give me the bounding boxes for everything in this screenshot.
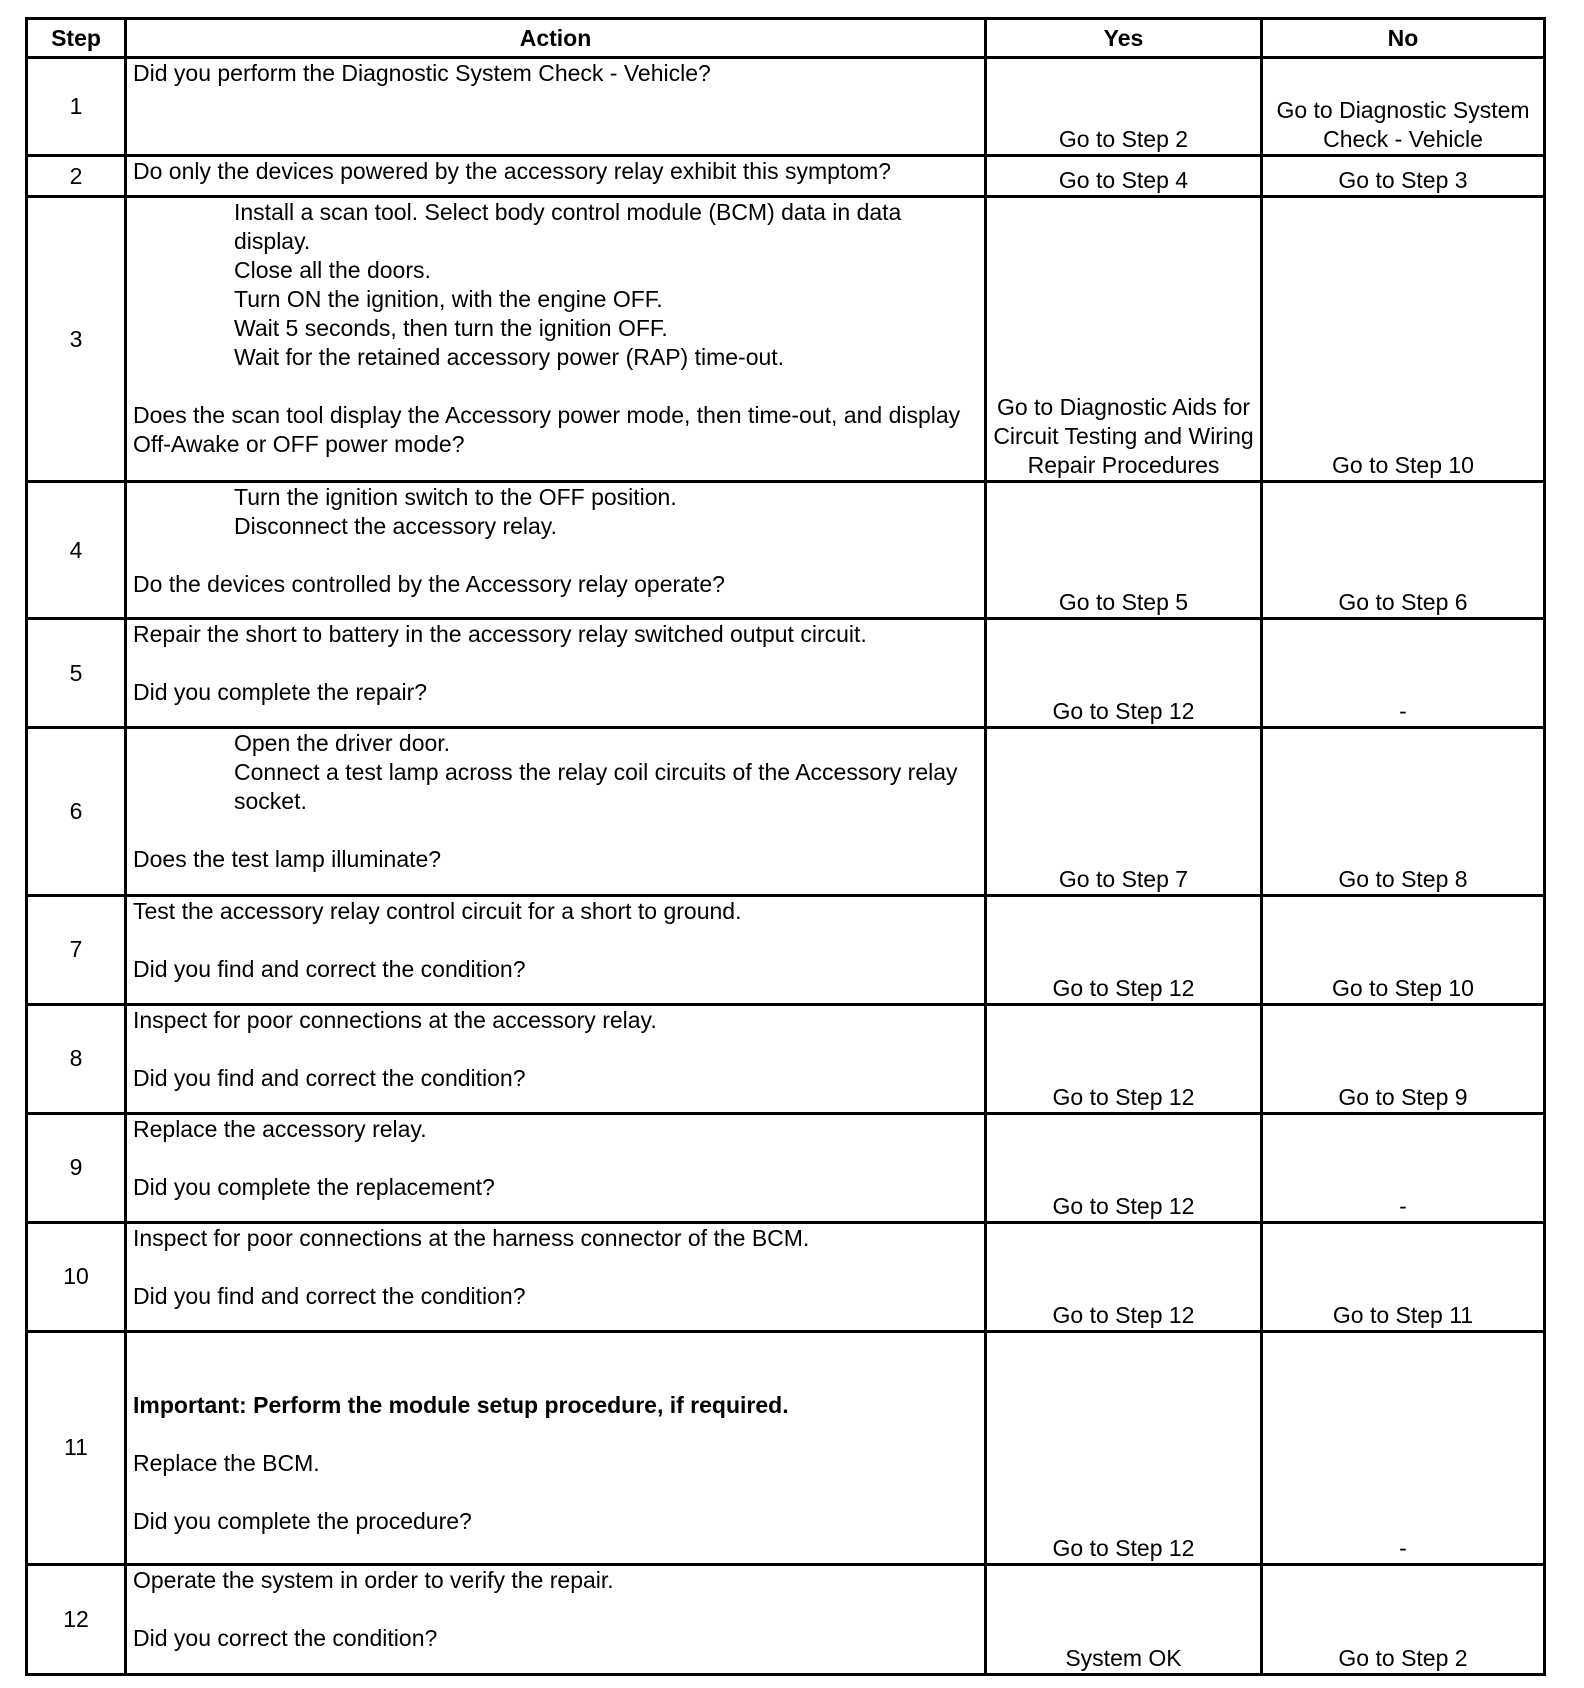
action-line xyxy=(133,1595,978,1624)
step-number: 1 xyxy=(27,58,126,156)
action-line: Did you correct the condition? xyxy=(133,1624,438,1651)
yes-result: Go to Step 12 xyxy=(986,1222,1262,1331)
action-cell xyxy=(126,1113,986,1222)
step-number: 10 xyxy=(27,1222,126,1331)
action-line: Close all the doors. xyxy=(234,257,431,284)
action-line: Replace the accessory relay. xyxy=(133,1115,427,1142)
header-yes: Yes xyxy=(986,19,1262,58)
step-number: 9 xyxy=(27,1113,126,1222)
table-row xyxy=(27,1222,1545,1331)
table-row xyxy=(27,197,1545,482)
header-step: Step xyxy=(27,19,126,58)
table-row xyxy=(27,1564,1545,1674)
action-line xyxy=(133,1362,978,1391)
step-number: 5 xyxy=(27,619,126,728)
action-cell xyxy=(126,156,986,197)
action-line xyxy=(133,926,978,955)
action-line: Open the driver door. xyxy=(234,730,451,757)
action-line: Does the scan tool display the Accessory power mode, then time-out, and display Off-Awake or OFF power mode? xyxy=(133,402,967,458)
action-line: Replace the BCM. xyxy=(133,1449,320,1476)
action-cell xyxy=(126,1222,986,1331)
action-line: Do only the devices powered by the accessory relay exhibit this symptom? xyxy=(133,158,892,185)
action-line: Turn ON the ignition, with the engine OFF. xyxy=(234,286,663,313)
action-cell xyxy=(126,1564,986,1674)
table-row xyxy=(27,728,1545,895)
step-number: 8 xyxy=(27,1004,126,1113)
no-result: - xyxy=(1262,1113,1545,1222)
step-number: 7 xyxy=(27,895,126,1004)
no-result: Go to Diagnostic System Check - Vehicle xyxy=(1262,58,1545,156)
action-cell xyxy=(126,1004,986,1113)
action-line xyxy=(133,649,978,678)
step-number: 4 xyxy=(27,482,126,619)
yes-result: Go to Step 12 xyxy=(986,1004,1262,1113)
action-line: Did you complete the repair? xyxy=(133,679,428,706)
step-number: 3 xyxy=(27,197,126,482)
yes-result: Go to Step 12 xyxy=(986,895,1262,1004)
yes-result: System OK xyxy=(986,1564,1262,1674)
yes-result: Go to Step 4 xyxy=(986,156,1262,197)
table-row xyxy=(27,1113,1545,1222)
action-line xyxy=(133,541,978,570)
header-no: No xyxy=(1262,19,1545,58)
diagnostic-table xyxy=(25,17,1546,1676)
no-result: Go to Step 11 xyxy=(1262,1222,1545,1331)
no-result: Go to Step 3 xyxy=(1262,156,1545,197)
table-row xyxy=(27,1331,1545,1564)
action-line: Did you complete the replacement? xyxy=(133,1173,495,1200)
action-line: Operate the system in order to verify the repair. xyxy=(133,1566,614,1593)
yes-result: Go to Step 5 xyxy=(986,482,1262,619)
yes-result: Go to Step 2 xyxy=(986,58,1262,156)
action-line: Connect a test lamp across the relay coil circuits of the Accessory relay socket. xyxy=(234,759,964,815)
step-number: 6 xyxy=(27,728,126,895)
important-note: Important: Perform the module setup procedure, if required. xyxy=(133,1391,789,1418)
action-line: Wait 5 seconds, then turn the ignition OFF. xyxy=(234,315,668,342)
table-row xyxy=(27,482,1545,619)
action-cell xyxy=(126,895,986,1004)
action-line xyxy=(133,1253,978,1282)
yes-result: Go to Step 7 xyxy=(986,728,1262,895)
no-result: Go to Step 2 xyxy=(1262,1564,1545,1674)
no-result: Go to Step 10 xyxy=(1262,197,1545,482)
action-line: Did you perform the Diagnostic System Check - Vehicle? xyxy=(133,60,711,86)
yes-result: Go to Diagnostic Aids for Circuit Testing and Wiring Repair Procedures xyxy=(986,197,1262,482)
action-cell xyxy=(126,58,986,156)
action-line: Did you find and correct the condition? xyxy=(133,1064,526,1091)
table-row xyxy=(27,1004,1545,1113)
action-line: Turn the ignition switch to the OFF position. xyxy=(234,484,677,511)
no-result: - xyxy=(1262,619,1545,728)
yes-result: Go to Step 12 xyxy=(986,619,1262,728)
action-line: Repair the short to battery in the accessory relay switched output circuit. xyxy=(133,621,867,648)
step-number: 12 xyxy=(27,1564,126,1674)
action-line xyxy=(133,372,978,401)
no-result: - xyxy=(1262,1331,1545,1564)
header-action: Action xyxy=(126,19,986,58)
no-result: Go to Step 8 xyxy=(1262,728,1545,895)
action-line: Did you complete the procedure? xyxy=(133,1507,472,1534)
action-line: Inspect for poor connections at the harness connector of the BCM. xyxy=(133,1224,810,1251)
step-number: 11 xyxy=(27,1331,126,1564)
action-line: Do the devices controlled by the Accessory relay operate? xyxy=(133,571,725,598)
action-cell xyxy=(126,619,986,728)
action-line: Wait for the retained accessory power (RAP) time-out. xyxy=(234,344,785,371)
yes-result: Go to Step 12 xyxy=(986,1113,1262,1222)
action-cell xyxy=(126,1331,986,1564)
action-line xyxy=(133,1333,978,1362)
action-line: Test the accessory relay control circuit for a short to ground. xyxy=(133,897,742,924)
action-line: Does the test lamp illuminate? xyxy=(133,846,442,873)
yes-result: Go to Step 12 xyxy=(986,1331,1262,1564)
table-row xyxy=(27,895,1545,1004)
action-line xyxy=(133,1420,978,1449)
action-line xyxy=(133,1478,978,1507)
table-row xyxy=(27,619,1545,728)
table-row xyxy=(27,58,1545,156)
action-line xyxy=(133,1144,978,1173)
no-result: Go to Step 10 xyxy=(1262,895,1545,1004)
action-line: Install a scan tool. Select body control module (BCM) data in data display. xyxy=(234,199,908,255)
action-line xyxy=(133,816,978,845)
action-line xyxy=(133,88,978,117)
no-result: Go to Step 6 xyxy=(1262,482,1545,619)
action-cell xyxy=(126,197,986,482)
action-line xyxy=(133,1035,978,1064)
action-line: Inspect for poor connections at the accessory relay. xyxy=(133,1006,657,1033)
action-cell xyxy=(126,728,986,895)
action-line: Disconnect the accessory relay. xyxy=(234,513,557,540)
header-row xyxy=(27,19,1545,58)
action-line: Did you find and correct the condition? xyxy=(133,1282,526,1309)
table-row xyxy=(27,156,1545,197)
action-cell xyxy=(126,482,986,619)
no-result: Go to Step 9 xyxy=(1262,1004,1545,1113)
step-number: 2 xyxy=(27,156,126,197)
action-line: Did you find and correct the condition? xyxy=(133,955,526,982)
